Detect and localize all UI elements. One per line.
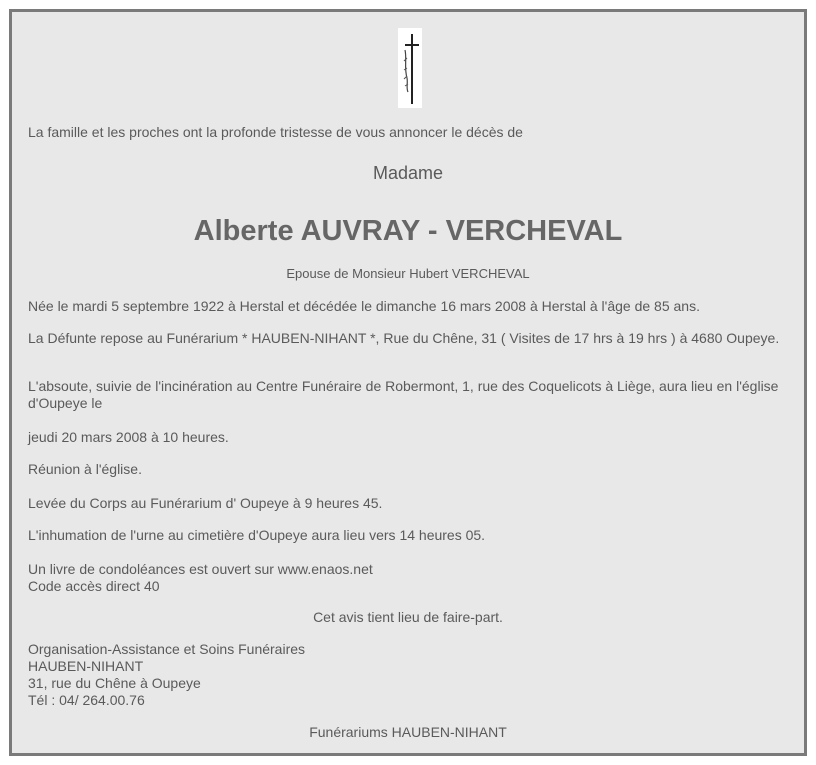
access-code-line: Code accès direct 40 [28, 578, 160, 594]
spouse-text: Epouse de Monsieur Hubert VERCHEVAL [286, 266, 530, 281]
cross-icon [398, 28, 422, 108]
condolences-line: Un livre de condoléances est ouvert sur www.enaos.net [28, 561, 373, 577]
condolences-block [28, 561, 788, 595]
organisation-phone: Tél : 04/ 264.00.76 [28, 692, 145, 708]
organisation-block [28, 641, 788, 709]
reunion-text: Réunion à l'église. [28, 461, 142, 477]
organisation-name: HAUBEN-NIHANT [28, 658, 144, 674]
levee-text: Levée du Corps au Funérarium d' Oupeye à 9 heures 45. [28, 495, 383, 511]
faire-part-text: Cet avis tient lieu de faire-part. [313, 609, 503, 625]
absoute-text: L'absoute, suivie de l'incinération au Centre Funéraire de Robermont, 1, rue des Coquelicots à Liège, aura lieu en l'église d'Oupeye le [28, 378, 779, 411]
obituary-card [9, 9, 807, 756]
deceased-name: Alberte AUVRAY - VERCHEVAL [193, 215, 623, 247]
intro-text: La famille et les proches ont la profonde tristesse de vous annoncer le décès de [28, 124, 523, 140]
organisation-line: Organisation-Assistance et Soins Funéraires [28, 641, 306, 657]
title-madame: Madame [372, 163, 444, 183]
birth-death-text: Née le mardi 5 septembre 1922 à Herstal et décédée le dimanche 16 mars 2008 à Herstal à l'âge de 85 ans. [28, 298, 700, 314]
footer-text: Funérariums HAUBEN-NIHANT [309, 724, 507, 740]
rest-place-text: La Défunte repose au Funérarium * HAUBEN-NIHANT *, Rue du Chêne, 31 ( Visites de 17 hrs à 19 hrs ) à 4680 Oupeye. [28, 330, 780, 346]
inhumation-text: L'inhumation de l'urne au cimetière d'Oupeye aura lieu vers 14 heures 05. [28, 527, 486, 543]
ceremony-date: jeudi 20 mars 2008 à 10 heures. [28, 429, 229, 445]
cross-emblem [398, 28, 422, 108]
organisation-address: 31, rue du Chêne à Oupeye [28, 675, 201, 691]
